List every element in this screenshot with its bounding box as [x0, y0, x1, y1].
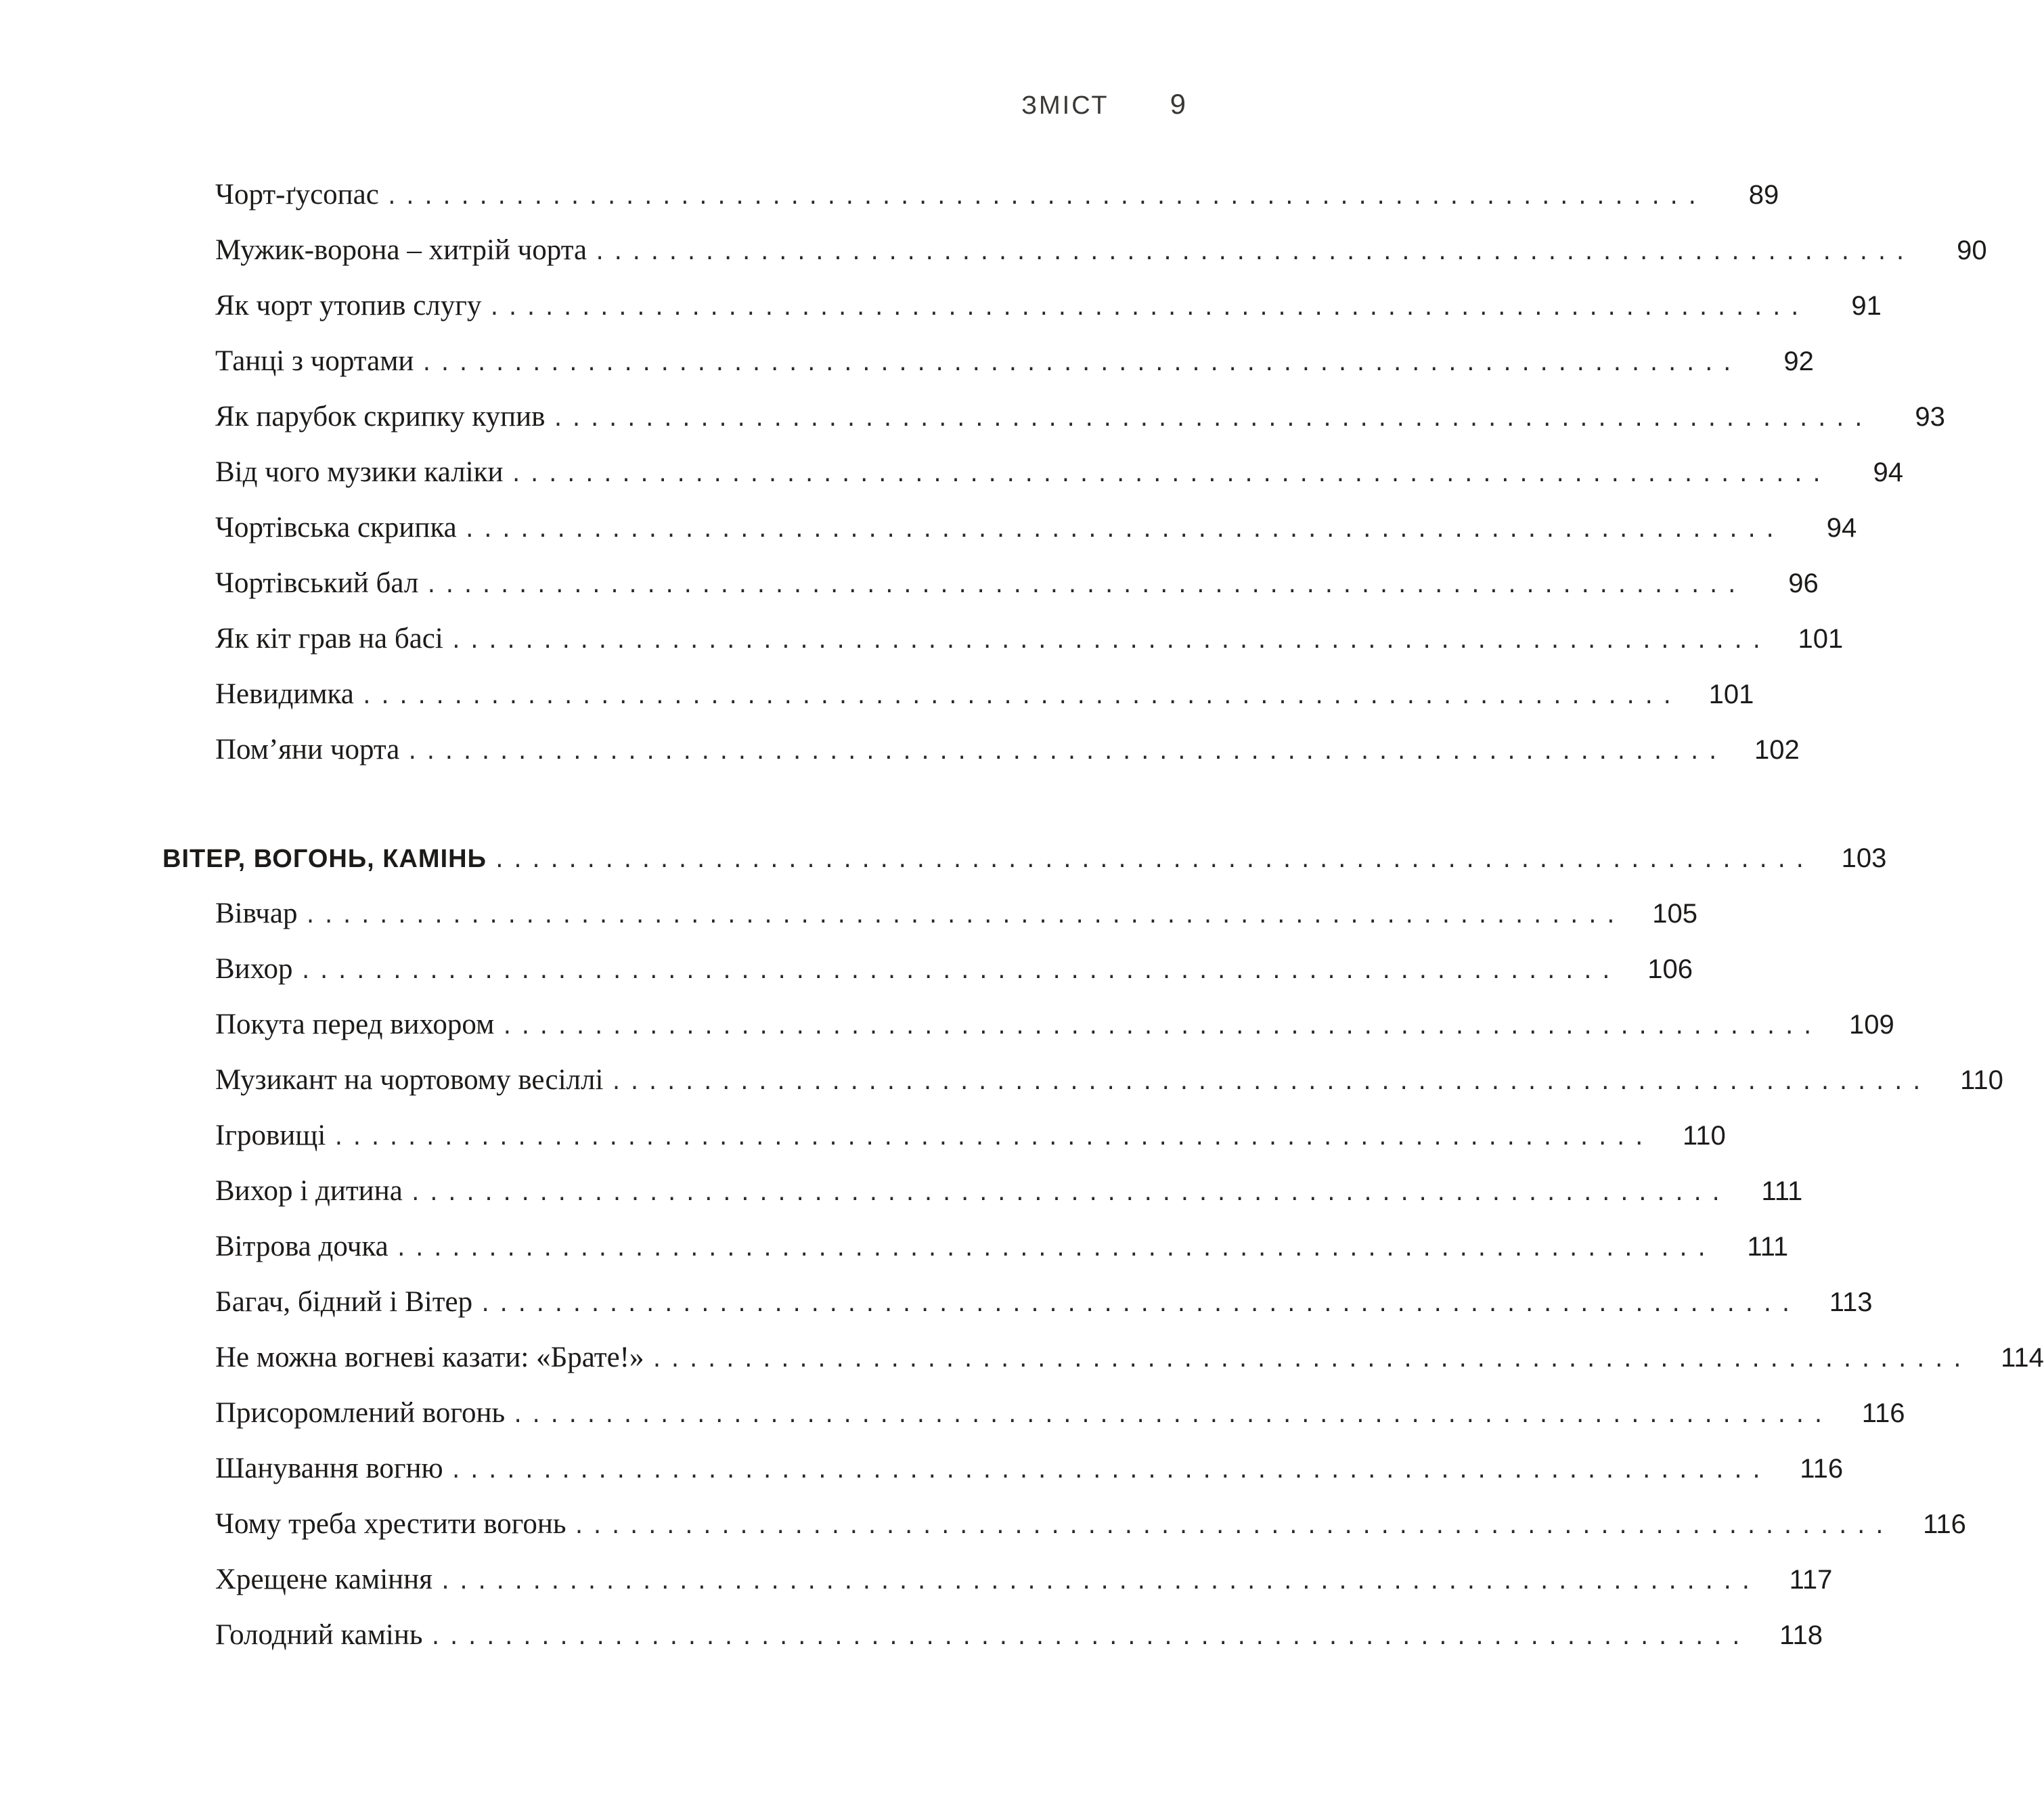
leader-dots: ........................................................................	[650, 1348, 1970, 1372]
leader-dots: ........................................................................	[463, 518, 1783, 542]
toc-entry-title: Вівчар	[215, 898, 298, 929]
toc-entry	[215, 949, 1693, 990]
toc-entry-page: 92	[1783, 347, 1814, 376]
leader-dots: ........................................................................	[610, 1071, 1929, 1094]
toc-entry	[215, 563, 1819, 604]
toc-entry	[215, 1559, 1833, 1600]
toc-entry-title: Вихор	[215, 953, 293, 985]
leader-dots: ........................................................................	[552, 407, 1871, 431]
leader-dots: ........................................................................	[425, 574, 1744, 598]
toc-entry	[215, 175, 1779, 215]
toc-entry-title: Від чого музики каліки	[215, 456, 504, 488]
leader-dots: ........................................................................	[299, 960, 1618, 983]
section-page: 103	[1841, 843, 1887, 873]
toc-entry	[215, 893, 1697, 934]
toc-entry	[215, 1393, 1905, 1434]
toc-entry-page: 110	[1960, 1065, 2003, 1095]
toc-entry-title: Голодний камінь	[215, 1619, 423, 1651]
toc-entry-page: 102	[1754, 735, 1800, 765]
toc-entry-page: 101	[1798, 624, 1844, 654]
toc-entry	[215, 230, 1987, 271]
leader-dots: ........................................................................	[429, 1626, 1748, 1650]
toc-entry-title: Чортівська скрипка	[215, 512, 457, 544]
leader-dots: ........................................................................	[409, 1182, 1729, 1205]
toc-entry-title: Ігровищі	[215, 1120, 326, 1151]
toc-entry	[215, 1115, 1726, 1156]
toc-entry-page: 111	[1747, 1232, 1789, 1262]
toc-entry-title: Мужик-ворона – хитрій чорта	[215, 234, 587, 266]
toc-section-heading	[162, 838, 1887, 879]
leader-dots: ........................................................................	[360, 685, 1680, 709]
toc-entry	[215, 619, 1844, 659]
leader-dots: ........................................................................	[420, 352, 1739, 376]
toc-entry	[215, 508, 1857, 548]
toc-entry	[215, 1282, 1873, 1323]
toc-entry-page: 89	[1748, 180, 1779, 210]
toc-entry-title: Багач, бідний і Вітер	[215, 1286, 473, 1318]
toc-entry-page: 94	[1873, 458, 1904, 487]
toc-entry-page: 94	[1826, 513, 1857, 543]
leader-dots: ........................................................................	[479, 1293, 1798, 1316]
leader-dots: ........................................................................	[512, 1404, 1831, 1427]
toc-entry-title: Пом’яни чорта	[215, 734, 400, 766]
toc-entry-title: Покута перед вихором	[215, 1009, 495, 1040]
toc-entry	[215, 452, 1904, 493]
leader-dots: ........................................................................	[395, 1237, 1714, 1261]
toc-entry-title: Присоромлений вогонь	[215, 1397, 506, 1429]
leader-dots: ........................................................................	[449, 1459, 1769, 1483]
toc-entry-title: Хрещене каміння	[215, 1564, 432, 1595]
toc-entry	[215, 1060, 2003, 1101]
toc-entry-page: 117	[1789, 1565, 1833, 1595]
leader-dots: ........................................................................	[385, 185, 1705, 209]
leader-dots: ........................................................................	[488, 296, 1807, 320]
toc-entry	[215, 1171, 1803, 1212]
toc-entry-title: Як парубок скрипку купив	[215, 401, 546, 433]
toc-entry-page: 114	[2001, 1343, 2044, 1373]
toc-entry-title: Музикант на чортовому весіллі	[215, 1064, 604, 1096]
toc-entry-page: 106	[1647, 954, 1693, 984]
toc-entry-page: 111	[1761, 1176, 1803, 1206]
leader-dots: ........................................................................	[501, 1015, 1820, 1039]
header-title: ЗМІСТ	[1021, 91, 1109, 120]
toc-entry-title: Чому треба хрестити вогонь	[215, 1508, 566, 1540]
toc-entry-page: 90	[1957, 236, 1987, 265]
toc-entry	[215, 1448, 1844, 1489]
toc-entry-page: 91	[1851, 291, 1882, 321]
toc-entry-page: 101	[1708, 680, 1754, 709]
toc-entry-page: 118	[1779, 1620, 1823, 1650]
toc-entry-title: Вітрова дочка	[215, 1231, 388, 1262]
leader-dots: ........................................................................	[439, 1570, 1758, 1594]
toc-entry	[215, 1337, 2044, 1378]
toc-entry-title: Шанування вогню	[215, 1453, 443, 1484]
toc-entry-title: Як кіт грав на басі	[215, 623, 443, 655]
toc-entry	[215, 1615, 1823, 1656]
section-title: ВІТЕР, ВОГОНЬ, КАМІНЬ	[162, 845, 487, 873]
toc-entry-title: Чорт-ґусопас	[215, 179, 379, 211]
toc-entry	[215, 397, 1945, 437]
running-header	[1021, 88, 1186, 120]
toc-entry	[215, 1226, 1789, 1267]
toc-entry-page: 93	[1915, 402, 1945, 432]
leader-dots: ........................................................................	[406, 740, 1725, 764]
toc-entry-title: Вихор і дитина	[215, 1175, 403, 1207]
toc-entry-title: Чортівський бал	[215, 567, 419, 599]
toc-entry-page: 116	[1861, 1398, 1905, 1428]
toc-entry	[215, 1504, 1966, 1545]
toc-entry	[215, 341, 1814, 382]
toc-entry-page: 113	[1829, 1287, 1873, 1317]
toc-entry-page: 116	[1923, 1509, 1966, 1539]
toc-entry	[215, 1004, 1894, 1045]
leader-dots: ........................................................................	[449, 629, 1769, 653]
toc-entry-page: 105	[1652, 899, 1697, 929]
leader-dots: ........................................................................	[332, 1126, 1651, 1150]
toc-entry	[215, 674, 1754, 715]
toc-entry	[215, 730, 1800, 770]
leader-dots: ........................................................................	[510, 463, 1829, 487]
header-page-number: 9	[1170, 88, 1186, 120]
toc-entry-title: Танці з чортами	[215, 345, 414, 377]
toc-entry-page: 110	[1683, 1121, 1726, 1151]
toc-entry-page: 109	[1849, 1010, 1894, 1040]
toc-entry-title: Невидимка	[215, 678, 354, 710]
leader-dots: ........................................................................	[573, 1515, 1892, 1539]
leader-dots: ........................................................................	[493, 849, 1813, 872]
toc-entry-page: 116	[1800, 1454, 1844, 1484]
toc-entry-title: Як чорт утопив слугу	[215, 290, 482, 322]
leader-dots: ........................................................................	[304, 904, 1623, 928]
toc-entry	[215, 286, 1882, 326]
toc-entry-title: Не можна вогневі казати: «Брате!»	[215, 1342, 644, 1373]
toc-entry-page: 96	[1788, 569, 1819, 598]
leader-dots: ........................................................................	[594, 241, 1913, 265]
